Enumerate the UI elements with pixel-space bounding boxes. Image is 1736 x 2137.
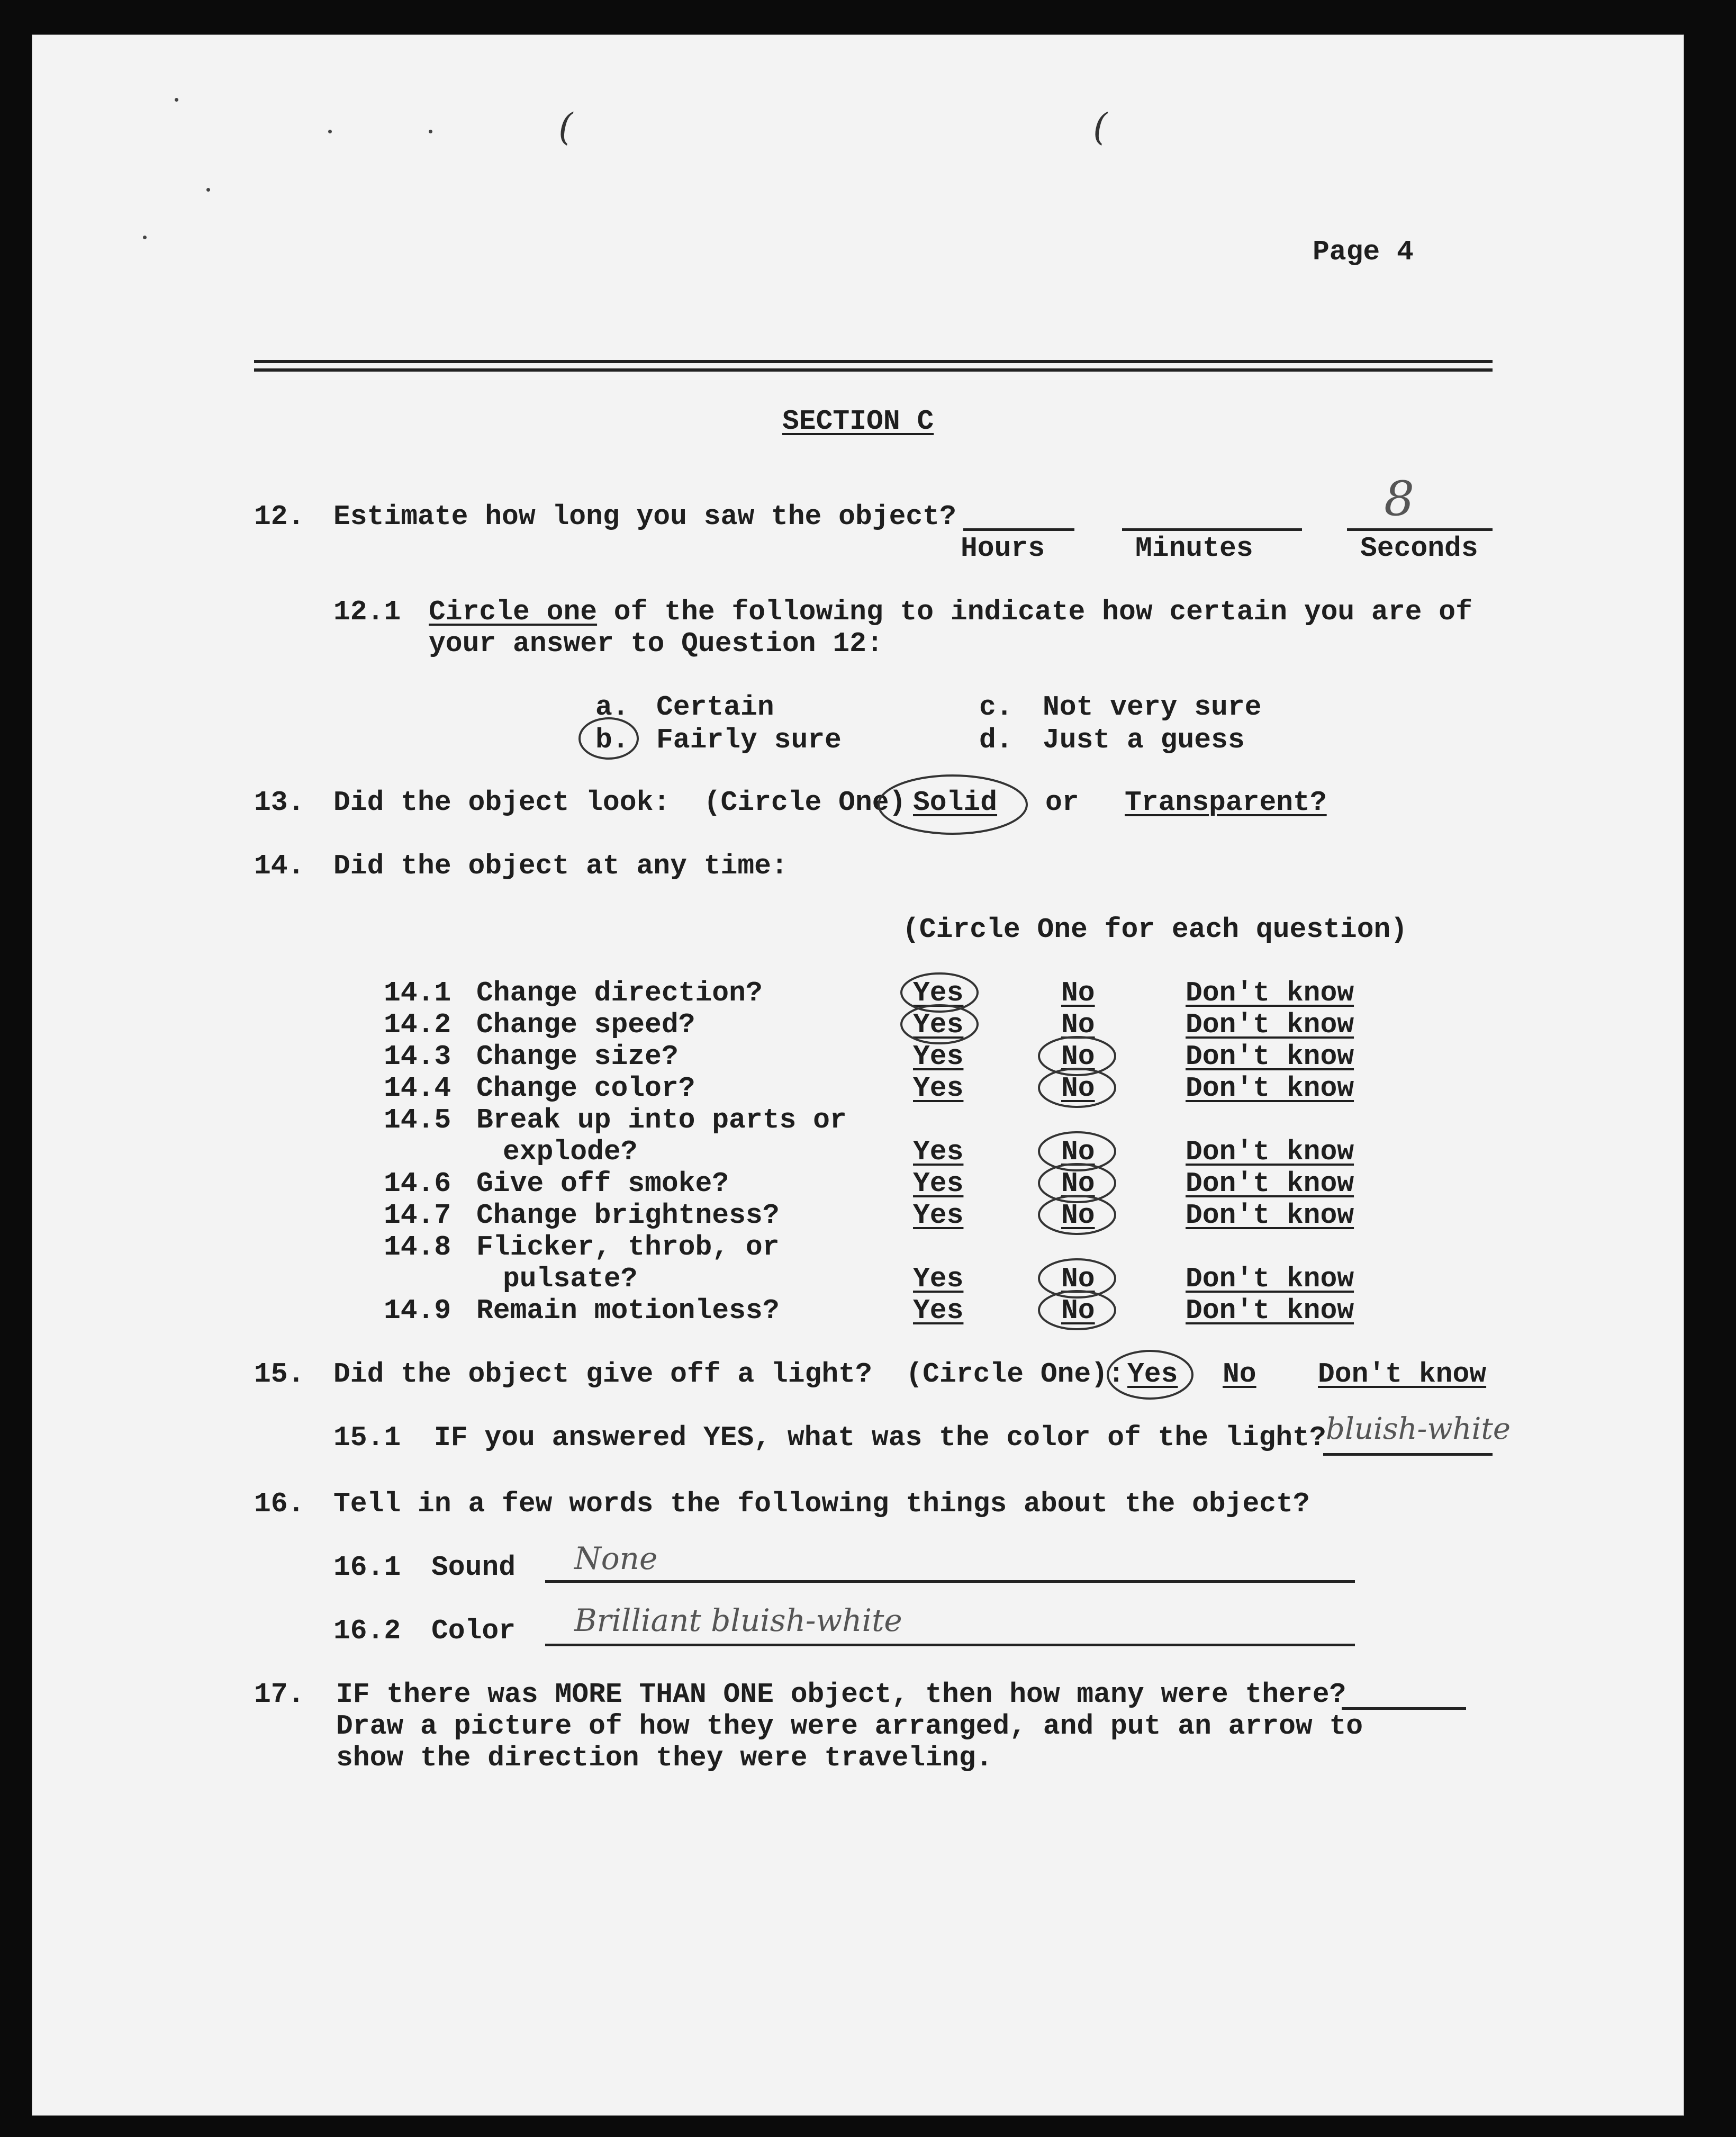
q15-1-text: IF you answered YES, what was the color of the light?: [434, 1422, 1326, 1454]
q14-item-dont-know[interactable]: Don't know: [1186, 1009, 1354, 1041]
q17-line2: Draw a picture of how they were arranged, and put an arrow to: [336, 1710, 1363, 1742]
q14-item-dont-know[interactable]: Don't know: [1186, 1136, 1354, 1168]
q14-item-number: 14.1: [384, 977, 451, 1009]
q14-answer-circle: [1032, 1191, 1122, 1239]
option-c-letter[interactable]: c.: [979, 691, 1013, 723]
speck: [143, 236, 147, 239]
q14-item-number: 14.5: [384, 1104, 451, 1136]
q14-item-label: Give off smoke?: [476, 1168, 729, 1200]
q14-item-number: 14.7: [384, 1200, 451, 1231]
option-d-label: Just a guess: [1043, 724, 1245, 756]
q17-number: 17.: [254, 1679, 305, 1710]
q16-2-label: Color: [431, 1615, 516, 1647]
speck: [206, 188, 210, 192]
q14-item-yes[interactable]: Yes: [913, 1136, 964, 1168]
q13-text: Did the object look: (Circle One): [333, 787, 906, 818]
hours-label: Hours: [961, 533, 1045, 564]
q16-1-label: Sound: [431, 1552, 516, 1583]
q14-item-label: Change brightness?: [476, 1200, 780, 1231]
q13-option-solid[interactable]: Solid: [913, 787, 998, 818]
q14-item-label-cont: explode?: [503, 1136, 638, 1168]
object-count-field[interactable]: [1342, 1707, 1466, 1710]
q14-item-number: 14.3: [384, 1041, 451, 1072]
q12-1-number: 12.1: [333, 596, 401, 628]
q15-text: Did the object give off a light? (Circle One):: [333, 1358, 1125, 1390]
q14-item-yes[interactable]: Yes: [913, 1295, 964, 1327]
q14-instruction: (Circle One for each question): [902, 914, 1408, 945]
q13-option-transparent[interactable]: Transparent?: [1125, 787, 1327, 818]
q14-item-number: 14.8: [384, 1231, 451, 1263]
q15-1-number: 15.1: [333, 1422, 401, 1454]
speck: [175, 98, 178, 102]
q15-no[interactable]: No: [1223, 1358, 1256, 1390]
q14-item-yes[interactable]: Yes: [913, 1168, 964, 1200]
q15-dont-know[interactable]: Don't know: [1318, 1358, 1487, 1390]
q12-number: 12.: [254, 501, 305, 533]
q14-item-label: Change size?: [476, 1041, 679, 1072]
q14-item-no[interactable]: No: [1061, 1136, 1095, 1168]
q14-item-number: 14.4: [384, 1072, 451, 1104]
speck: [429, 130, 432, 133]
option-c-label: Not very sure: [1043, 691, 1262, 723]
q14-item-yes[interactable]: Yes: [913, 1009, 964, 1041]
light-color-answer: bluish-white: [1326, 1412, 1511, 1446]
q14-item-no[interactable]: No: [1061, 1168, 1095, 1200]
q13-number: 13.: [254, 787, 305, 818]
q14-item-label: Flicker, throb, or: [476, 1231, 780, 1263]
q14-item-no[interactable]: No: [1061, 977, 1095, 1009]
q15-yes-circle: [1104, 1347, 1199, 1405]
q14-item-no[interactable]: No: [1061, 1041, 1095, 1072]
document-page: [32, 34, 1684, 2116]
q12-text: Estimate how long you saw the object?: [333, 501, 956, 533]
q13-or: or: [1045, 787, 1079, 818]
seconds-answer: 8: [1384, 471, 1415, 527]
q12-1-emphasis: Circle one: [429, 596, 598, 628]
q14-item-yes[interactable]: Yes: [913, 1200, 964, 1231]
q14-number: 14.: [254, 850, 305, 882]
sound-field[interactable]: [545, 1580, 1355, 1583]
q14-item-no[interactable]: No: [1061, 1009, 1095, 1041]
q14-item-no[interactable]: No: [1061, 1295, 1095, 1327]
scan-mark-right: (: [1093, 105, 1108, 149]
option-d-letter[interactable]: d.: [979, 724, 1013, 756]
option-b-label: Fairly sure: [656, 724, 842, 756]
q14-item-number: 14.6: [384, 1168, 451, 1200]
scan-mark-left: (: [558, 105, 573, 149]
q14-item-dont-know[interactable]: Don't know: [1186, 1168, 1354, 1200]
q14-item-dont-know[interactable]: Don't know: [1186, 1295, 1354, 1327]
header-rule-top: [254, 360, 1493, 363]
light-color-field[interactable]: [1323, 1453, 1493, 1456]
q14-item-number: 14.2: [384, 1009, 451, 1041]
q14-item-yes[interactable]: Yes: [913, 1072, 964, 1104]
q16-text: Tell in a few words the following things about the object?: [333, 1488, 1310, 1520]
q14-item-dont-know[interactable]: Don't know: [1186, 1200, 1354, 1231]
q14-item-dont-know[interactable]: Don't know: [1186, 977, 1354, 1009]
q14-item-dont-know[interactable]: Don't know: [1186, 1263, 1354, 1295]
option-a-letter[interactable]: a.: [595, 691, 629, 723]
q17-line1: IF there was MORE THAN ONE object, then how many were there?: [336, 1679, 1346, 1710]
minutes-label: Minutes: [1135, 533, 1253, 564]
q14-item-number: 14.9: [384, 1295, 451, 1327]
minutes-field[interactable]: [1122, 528, 1302, 531]
q14-text: Did the object at any time:: [333, 850, 788, 882]
q14-answer-circle: [1032, 1064, 1122, 1112]
seconds-field[interactable]: [1347, 528, 1493, 531]
option-b-circle: [574, 715, 643, 762]
q14-item-label: Remain motionless?: [476, 1295, 780, 1327]
color-answer: Brilliant bluish-white: [574, 1602, 902, 1638]
q15-yes[interactable]: Yes: [1127, 1358, 1178, 1390]
hours-field[interactable]: [963, 528, 1074, 531]
q15-number: 15.: [254, 1358, 305, 1390]
q17-line3: show the direction they were traveling.: [336, 1742, 993, 1774]
q14-item-label: Break up into parts or: [476, 1104, 847, 1136]
q16-2-number: 16.2: [333, 1615, 401, 1647]
q14-item-label-cont: pulsate?: [503, 1263, 638, 1295]
sound-answer: None: [574, 1540, 658, 1576]
option-a-label: Certain: [656, 691, 774, 723]
q14-item-no[interactable]: No: [1061, 1263, 1095, 1295]
q16-1-number: 16.1: [333, 1552, 401, 1583]
q12-1-text-line2: your answer to Question 12:: [429, 628, 883, 660]
q14-item-label: Change speed?: [476, 1009, 695, 1041]
q14-answer-circle: [1032, 1286, 1122, 1334]
q14-item-label: Change color?: [476, 1072, 695, 1104]
q14-item-label: Change direction?: [476, 977, 763, 1009]
q14-item-yes[interactable]: Yes: [913, 1041, 964, 1072]
q14-item-yes[interactable]: Yes: [913, 977, 964, 1009]
header-rule-bottom: [254, 368, 1493, 372]
q16-number: 16.: [254, 1488, 305, 1520]
solid-circle: [873, 770, 1032, 844]
seconds-label: Seconds: [1360, 533, 1478, 564]
color-field[interactable]: [545, 1644, 1355, 1646]
q14-item-dont-know[interactable]: Don't know: [1186, 1072, 1354, 1104]
q14-item-no[interactable]: No: [1061, 1072, 1095, 1104]
q12-1-text-line1: of the following to indicate how certain you are of: [597, 596, 1472, 628]
page-number: Page 4: [1313, 236, 1414, 268]
option-b-letter[interactable]: b.: [595, 724, 629, 756]
q14-item-yes[interactable]: Yes: [913, 1263, 964, 1295]
q14-item-no[interactable]: No: [1061, 1200, 1095, 1231]
q14-item-dont-know[interactable]: Don't know: [1186, 1041, 1354, 1072]
speck: [328, 130, 332, 133]
section-title: SECTION C: [782, 405, 934, 437]
